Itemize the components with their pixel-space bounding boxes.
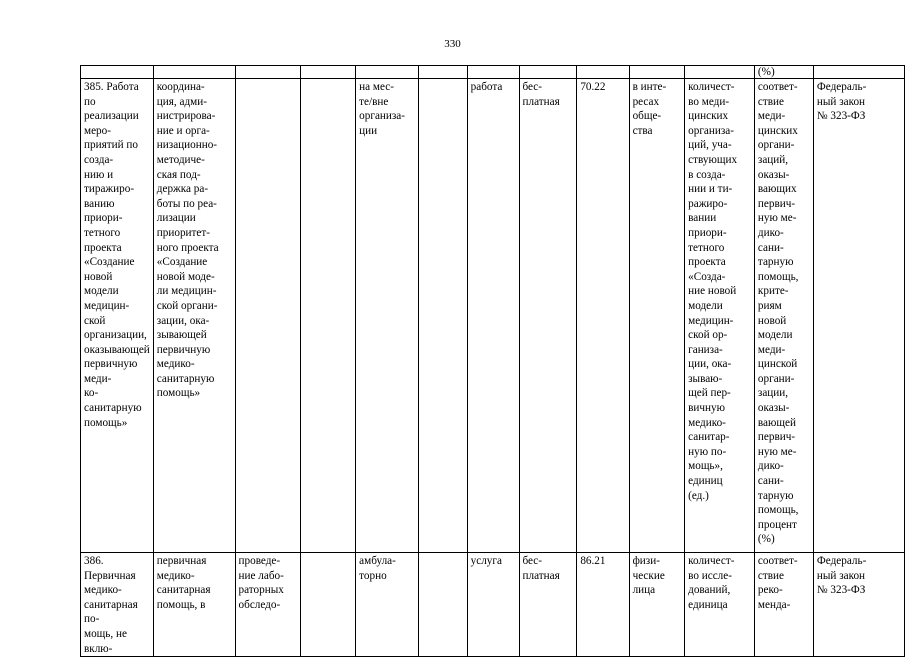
continuation-cell [81, 66, 154, 79]
service-law-cell [813, 553, 904, 657]
service-consumers-cell [629, 79, 685, 553]
continuation-cell [301, 66, 356, 79]
continuation-cell [153, 66, 235, 79]
continuation-cell [356, 66, 419, 79]
service-col3: проведе- ние лабо- раторных обследо- [238, 555, 284, 611]
service-law: Федераль- ный закон № 323-ФЗ [816, 81, 867, 123]
service-payment-cell [519, 79, 577, 553]
continuation-cell [467, 66, 519, 79]
continuation-cell [419, 66, 467, 79]
service-payment-cell [519, 553, 577, 657]
service-quality-cell [754, 553, 813, 657]
continuation-cell [813, 66, 904, 79]
service-code: 86.21 [580, 555, 606, 567]
service-col3-cell [235, 553, 301, 657]
service-quality: соответ- ствие реко- менда- [757, 555, 798, 611]
service-col3-cell [235, 79, 301, 553]
continuation-cell [577, 66, 629, 79]
service-name: 386. Первичная медико- санитарная по- мощь, не вклю- [84, 555, 138, 655]
service-consumers-cell [629, 553, 685, 657]
continuation-row [81, 66, 905, 79]
service-condition-cell [356, 79, 419, 553]
service-code: 70.22 [580, 81, 606, 93]
continuation-cell [519, 66, 577, 79]
service-code-cell [577, 553, 629, 657]
service-type: работа [470, 81, 503, 93]
services-registry-table [80, 65, 905, 657]
continuation-cell [685, 66, 755, 79]
service-col6-cell [419, 79, 467, 553]
service-col4-cell [301, 553, 356, 657]
service-type-cell [467, 79, 519, 553]
service-name-cell [81, 553, 154, 657]
service-content: первичная медико- санитарная помощь, в [156, 555, 211, 611]
table-row [81, 79, 905, 553]
service-payment: бес- платная [522, 555, 560, 582]
service-quality: соответ- ствие меди- цинских органи- заций, оказы- вающих первич- ную ме- дико- сани- тарную помощь, крите- риям новой модели меди- цинской органи- зации, оказы- вающей первич- ную ме- дико- сани- тарную помощь, процент (%) [757, 81, 799, 546]
service-consumers: физи- ческие лица [632, 555, 665, 597]
percent-unit: (%) [754, 66, 813, 79]
service-condition: амбула- торно [359, 555, 396, 582]
service-type: услуга [470, 555, 502, 567]
service-law-cell [813, 79, 904, 553]
service-col6-cell [419, 553, 467, 657]
table-row [81, 553, 905, 657]
service-indicator: количест- во иссле- дований, единица [688, 555, 735, 611]
service-content: координа- ция, адми- нистрирова- ние и орга- низационно- методиче- ская под- держка ра- боты по реа- лизации приоритет- ного проекта «Создание новой моде- ли медицин- ской органи- зации, ока- зывающей первичную медико- санитарную помощь» [156, 81, 219, 400]
continuation-cell [235, 66, 301, 79]
service-indicator: количест- во меди- цинских организа- ций, уча- ствующих в созда- нии и ти- ражиро- вании приори- тетного проекта «Созда- ние новой модели медицин- ской ор- ганиза- ции, ока- зываю- щей пер- вичную медико- санитар- ную по- мощь», единиц (ед.) [688, 81, 738, 502]
service-name-cell [81, 79, 154, 553]
service-content-cell [153, 79, 235, 553]
service-indicator-cell [685, 79, 755, 553]
service-law: Федераль- ный закон № 323-ФЗ [816, 555, 867, 597]
page-number: 330 [444, 38, 461, 50]
service-consumers: в инте- ресах обще- ства [632, 81, 667, 137]
service-indicator-cell [685, 553, 755, 657]
service-content-cell [153, 553, 235, 657]
continuation-cell [629, 66, 685, 79]
service-condition-cell [356, 553, 419, 657]
service-payment: бес- платная [522, 81, 560, 108]
service-quality-cell [754, 79, 813, 553]
service-name: 385. Работа по реализации меро- приятий по созда- нию и тиражиро- ванию приори- тетного проекта «Создание новой модели медицин- ской организации, оказывающей первичную меди- ко-санитарную помощь» [84, 81, 150, 429]
service-col4-cell [301, 79, 356, 553]
service-code-cell [577, 79, 629, 553]
service-type-cell [467, 553, 519, 657]
service-condition: на мес- те/вне организа- ции [359, 81, 405, 137]
